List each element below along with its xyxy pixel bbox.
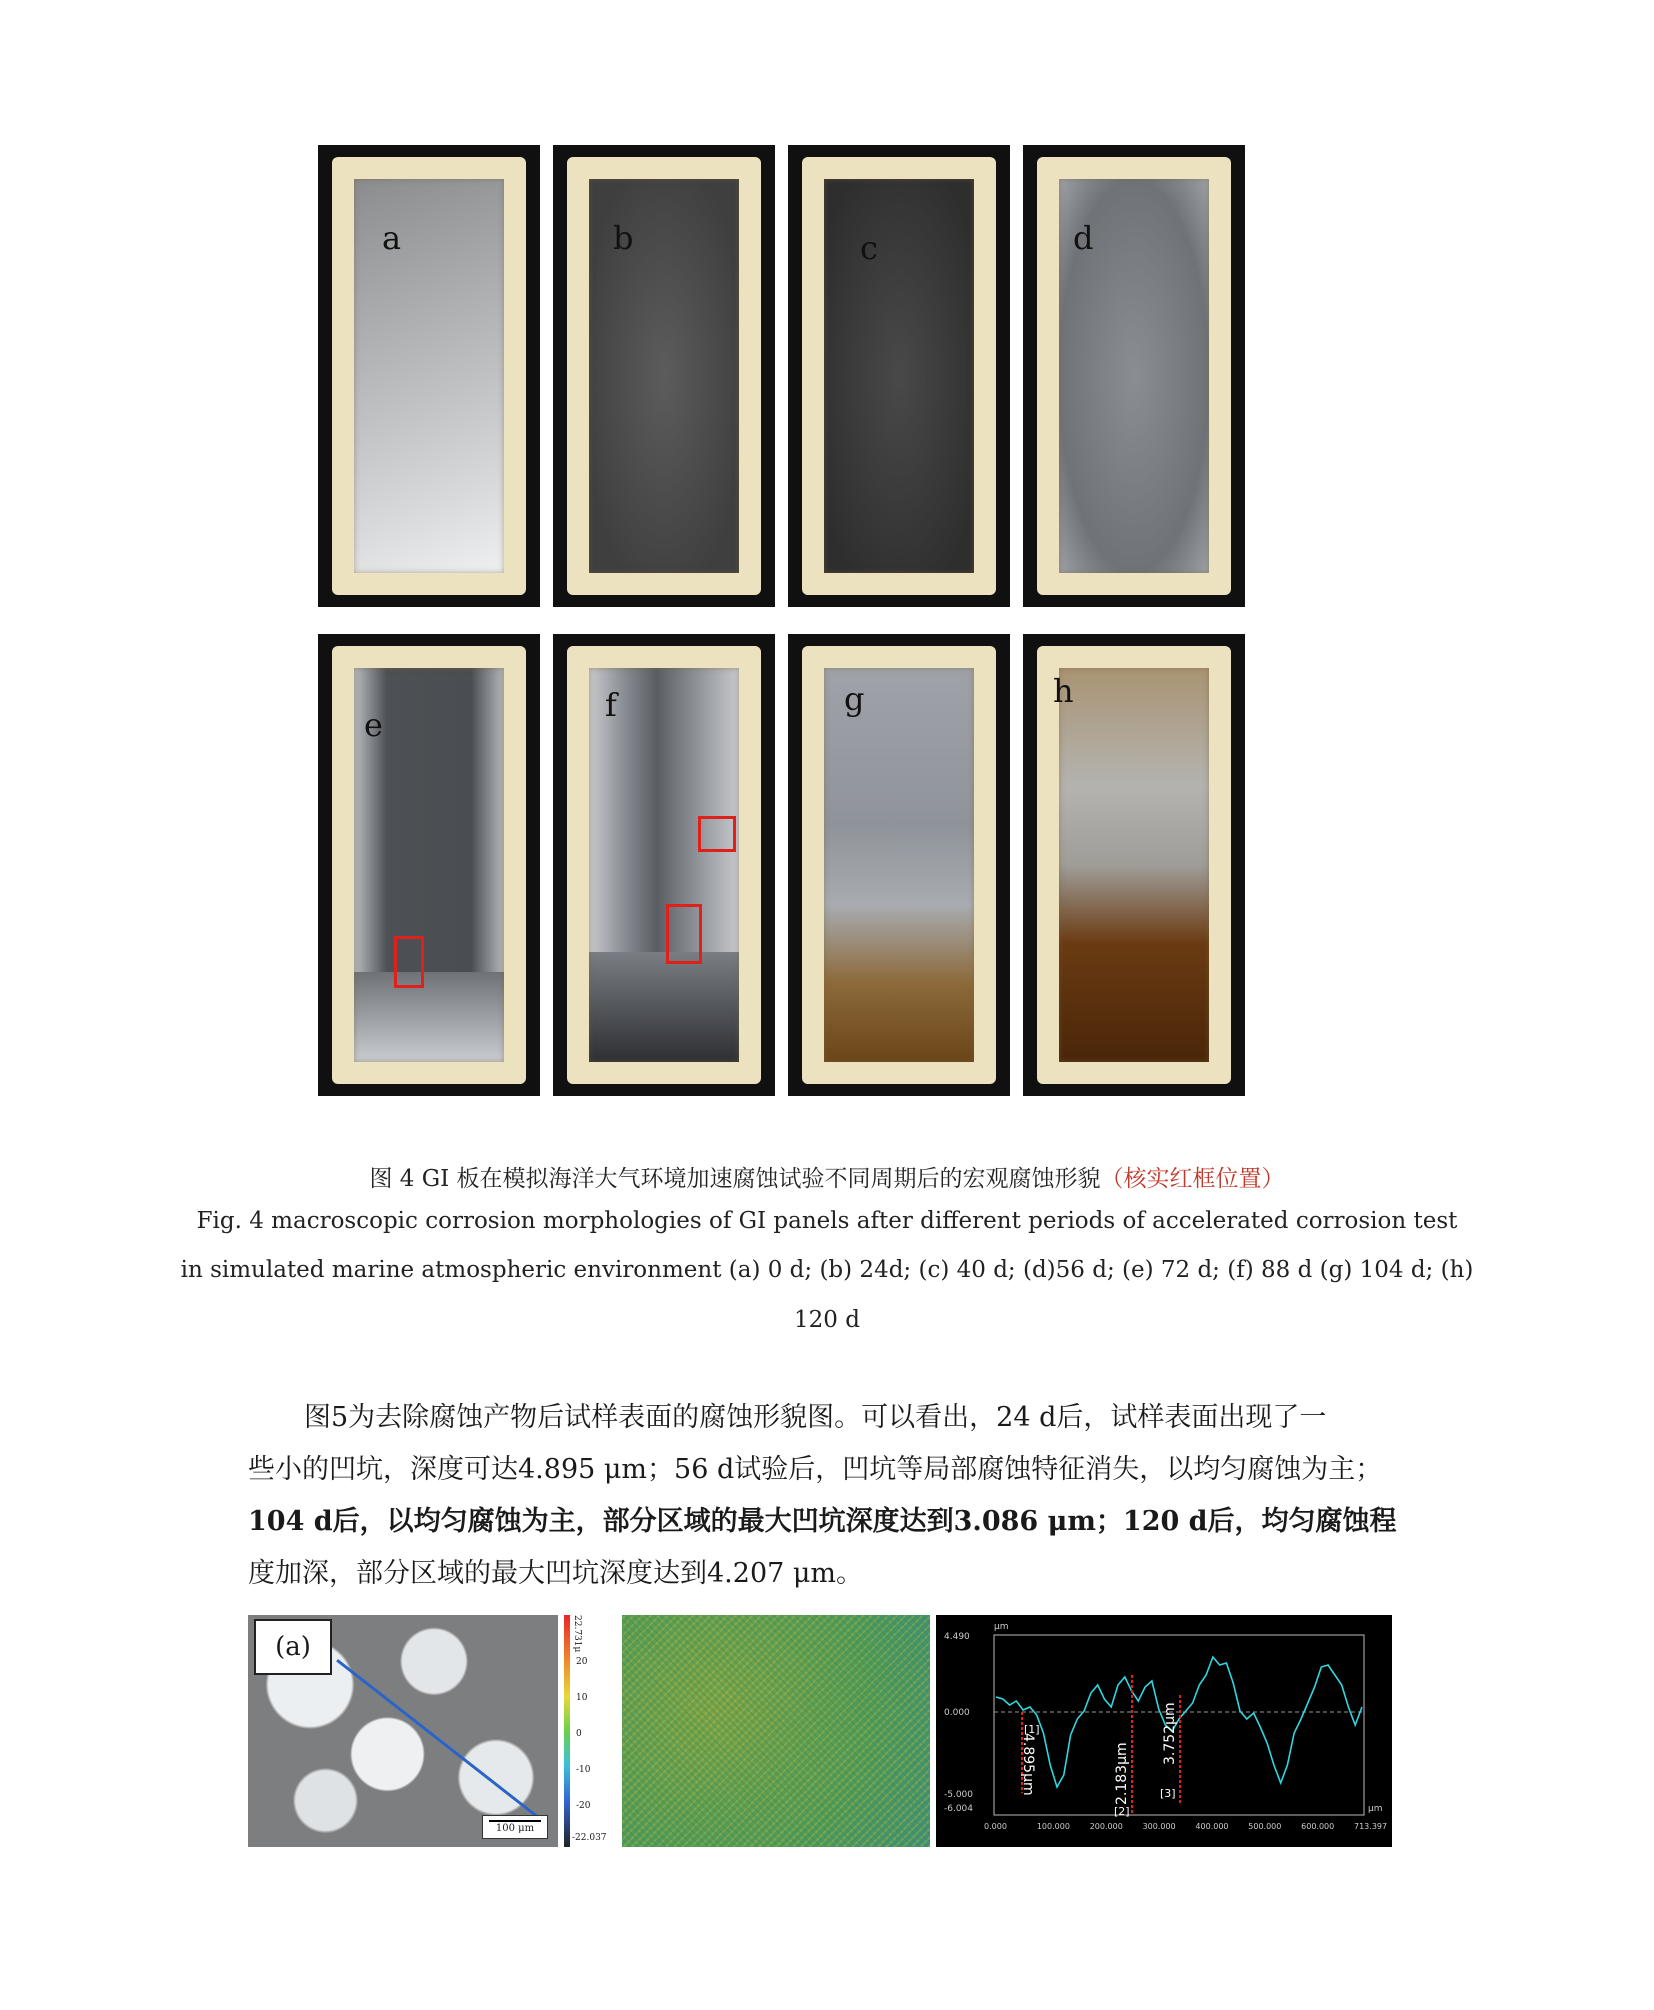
annotation-1-id: [1] xyxy=(1024,1723,1040,1736)
fig5-label-box xyxy=(254,1619,332,1675)
fig5-scan-line xyxy=(336,1659,543,1821)
x-tick-label: 600.000 xyxy=(1301,1822,1335,1831)
annotation-1-value: 4.895μm xyxy=(1020,1733,1036,1796)
x-tick-label: 713.397 xyxy=(1354,1822,1388,1831)
annotation-3-id: [3] xyxy=(1160,1787,1176,1800)
panel-b-label: b xyxy=(613,219,634,257)
x-tick-label: 400.000 xyxy=(1195,1822,1229,1831)
panel-f xyxy=(553,634,775,1096)
panel-b xyxy=(553,145,775,607)
panel-c-label: c xyxy=(860,229,878,267)
panel-e xyxy=(318,634,540,1096)
panel-e-label: e xyxy=(364,706,383,744)
panel-d-label: d xyxy=(1073,219,1094,257)
annotation-2-id: [2] xyxy=(1114,1805,1130,1818)
y-unit: μm xyxy=(994,1622,1009,1632)
panel-h-label: h xyxy=(1053,672,1074,710)
panel-a xyxy=(318,145,540,607)
x-tick-label: 0.000 xyxy=(984,1822,1007,1831)
figure-4-caption-en-2: in simulated marine atmospheric environment (a) 0 d; (b) 24d; (c) 40 d; (d)56 d; (e) 72 d; (f) 88 d (g) 104 d; (h) xyxy=(180,1257,1474,1283)
paragraph-line-3: 104 d后，以均匀腐蚀为主，部分区域的最大凹坑深度达到3.086 μm；120 d后，均匀腐蚀程 xyxy=(248,1506,1397,1537)
annotation-3-value: 3.752μm xyxy=(1162,1702,1178,1765)
fig5-scale-text: 100 μm xyxy=(495,1823,535,1834)
fig5-height-map xyxy=(622,1615,930,1847)
colorbar-tick: -10 xyxy=(576,1765,591,1775)
panel-b-frame xyxy=(567,157,761,595)
x-tick-label: 100.000 xyxy=(1036,1822,1070,1831)
panel-f-label: f xyxy=(605,686,617,724)
colorbar-top: 22.731μ xyxy=(572,1615,582,1653)
colorbar-gradient xyxy=(564,1615,570,1847)
panel-a-frame xyxy=(332,157,526,595)
panel-g-frame xyxy=(802,646,996,1084)
x-tick-labels xyxy=(984,1822,1387,1831)
x-tick-label: 200.000 xyxy=(1089,1822,1123,1831)
panel-f-red-box-1 xyxy=(698,816,736,852)
y-m5-label: -5.000 xyxy=(944,1790,974,1800)
body-paragraph xyxy=(248,1392,1398,1600)
paragraph-line-2: 些小的凹坑，深度可达4.895 μm；56 d试验后，凹坑等局部腐蚀特征消失，以均匀腐蚀为主； xyxy=(248,1454,1383,1485)
y-bottom-label: -6.004 xyxy=(944,1804,974,1814)
x-tick-label: 300.000 xyxy=(1142,1822,1176,1831)
panel-e-red-box xyxy=(394,936,424,988)
colorbar-tick: 20 xyxy=(576,1657,588,1667)
profile-svg xyxy=(936,1615,1392,1847)
colorbar-tick: 10 xyxy=(576,1693,588,1703)
fig5-scale-bar xyxy=(482,1815,548,1839)
panel-a-label: a xyxy=(382,219,402,257)
caption-cn-note: （核实红框位置） xyxy=(1100,1166,1285,1192)
panel-f-frame xyxy=(567,646,761,1084)
fig5-colorbar xyxy=(560,1615,620,1847)
panel-f-red-box-2 xyxy=(666,904,702,964)
caption-cn-text: 图 4 GI 板在模拟海洋大气环境加速腐蚀试验不同周期后的宏观腐蚀形貌 xyxy=(369,1166,1101,1192)
colorbar-tick: -20 xyxy=(576,1801,591,1811)
fig5-micrograph xyxy=(248,1615,558,1847)
fig5-profile-chart xyxy=(936,1615,1392,1847)
panel-c xyxy=(788,145,1010,607)
figure-4-caption-en-3: 120 d xyxy=(794,1307,860,1333)
colorbar-tick: 0 xyxy=(576,1729,582,1739)
figure-4-caption-cn xyxy=(0,1160,1654,1193)
panel-e-frame xyxy=(332,646,526,1084)
colorbar-bottom: -22.037 xyxy=(572,1833,607,1843)
annotation-2-value: 2.183μm xyxy=(1114,1742,1130,1805)
x-unit: μm xyxy=(1368,1804,1383,1814)
panel-h-frame xyxy=(1037,646,1231,1084)
panel-g-label: g xyxy=(844,680,865,718)
y-top-label: 4.490 xyxy=(944,1632,970,1642)
paragraph-line-1: 图5为去除腐蚀产物后试样表面的腐蚀形貌图。可以看出，24 d后，试样表面出现了一 xyxy=(304,1402,1327,1433)
panel-c-frame xyxy=(802,157,996,595)
panel-d xyxy=(1023,145,1245,607)
paragraph-line-4: 度加深，部分区域的最大凹坑深度达到4.207 μm。 xyxy=(248,1558,864,1589)
fig5-label: (a) xyxy=(275,1632,311,1662)
x-tick-label: 500.000 xyxy=(1248,1822,1282,1831)
y-zero-label: 0.000 xyxy=(944,1708,970,1718)
figure-4-caption-en-1: Fig. 4 macroscopic corrosion morphologies of GI panels after different periods of accelerated corrosion test xyxy=(196,1208,1458,1234)
panel-d-frame xyxy=(1037,157,1231,595)
panel-g xyxy=(788,634,1010,1096)
panel-h xyxy=(1023,634,1245,1096)
